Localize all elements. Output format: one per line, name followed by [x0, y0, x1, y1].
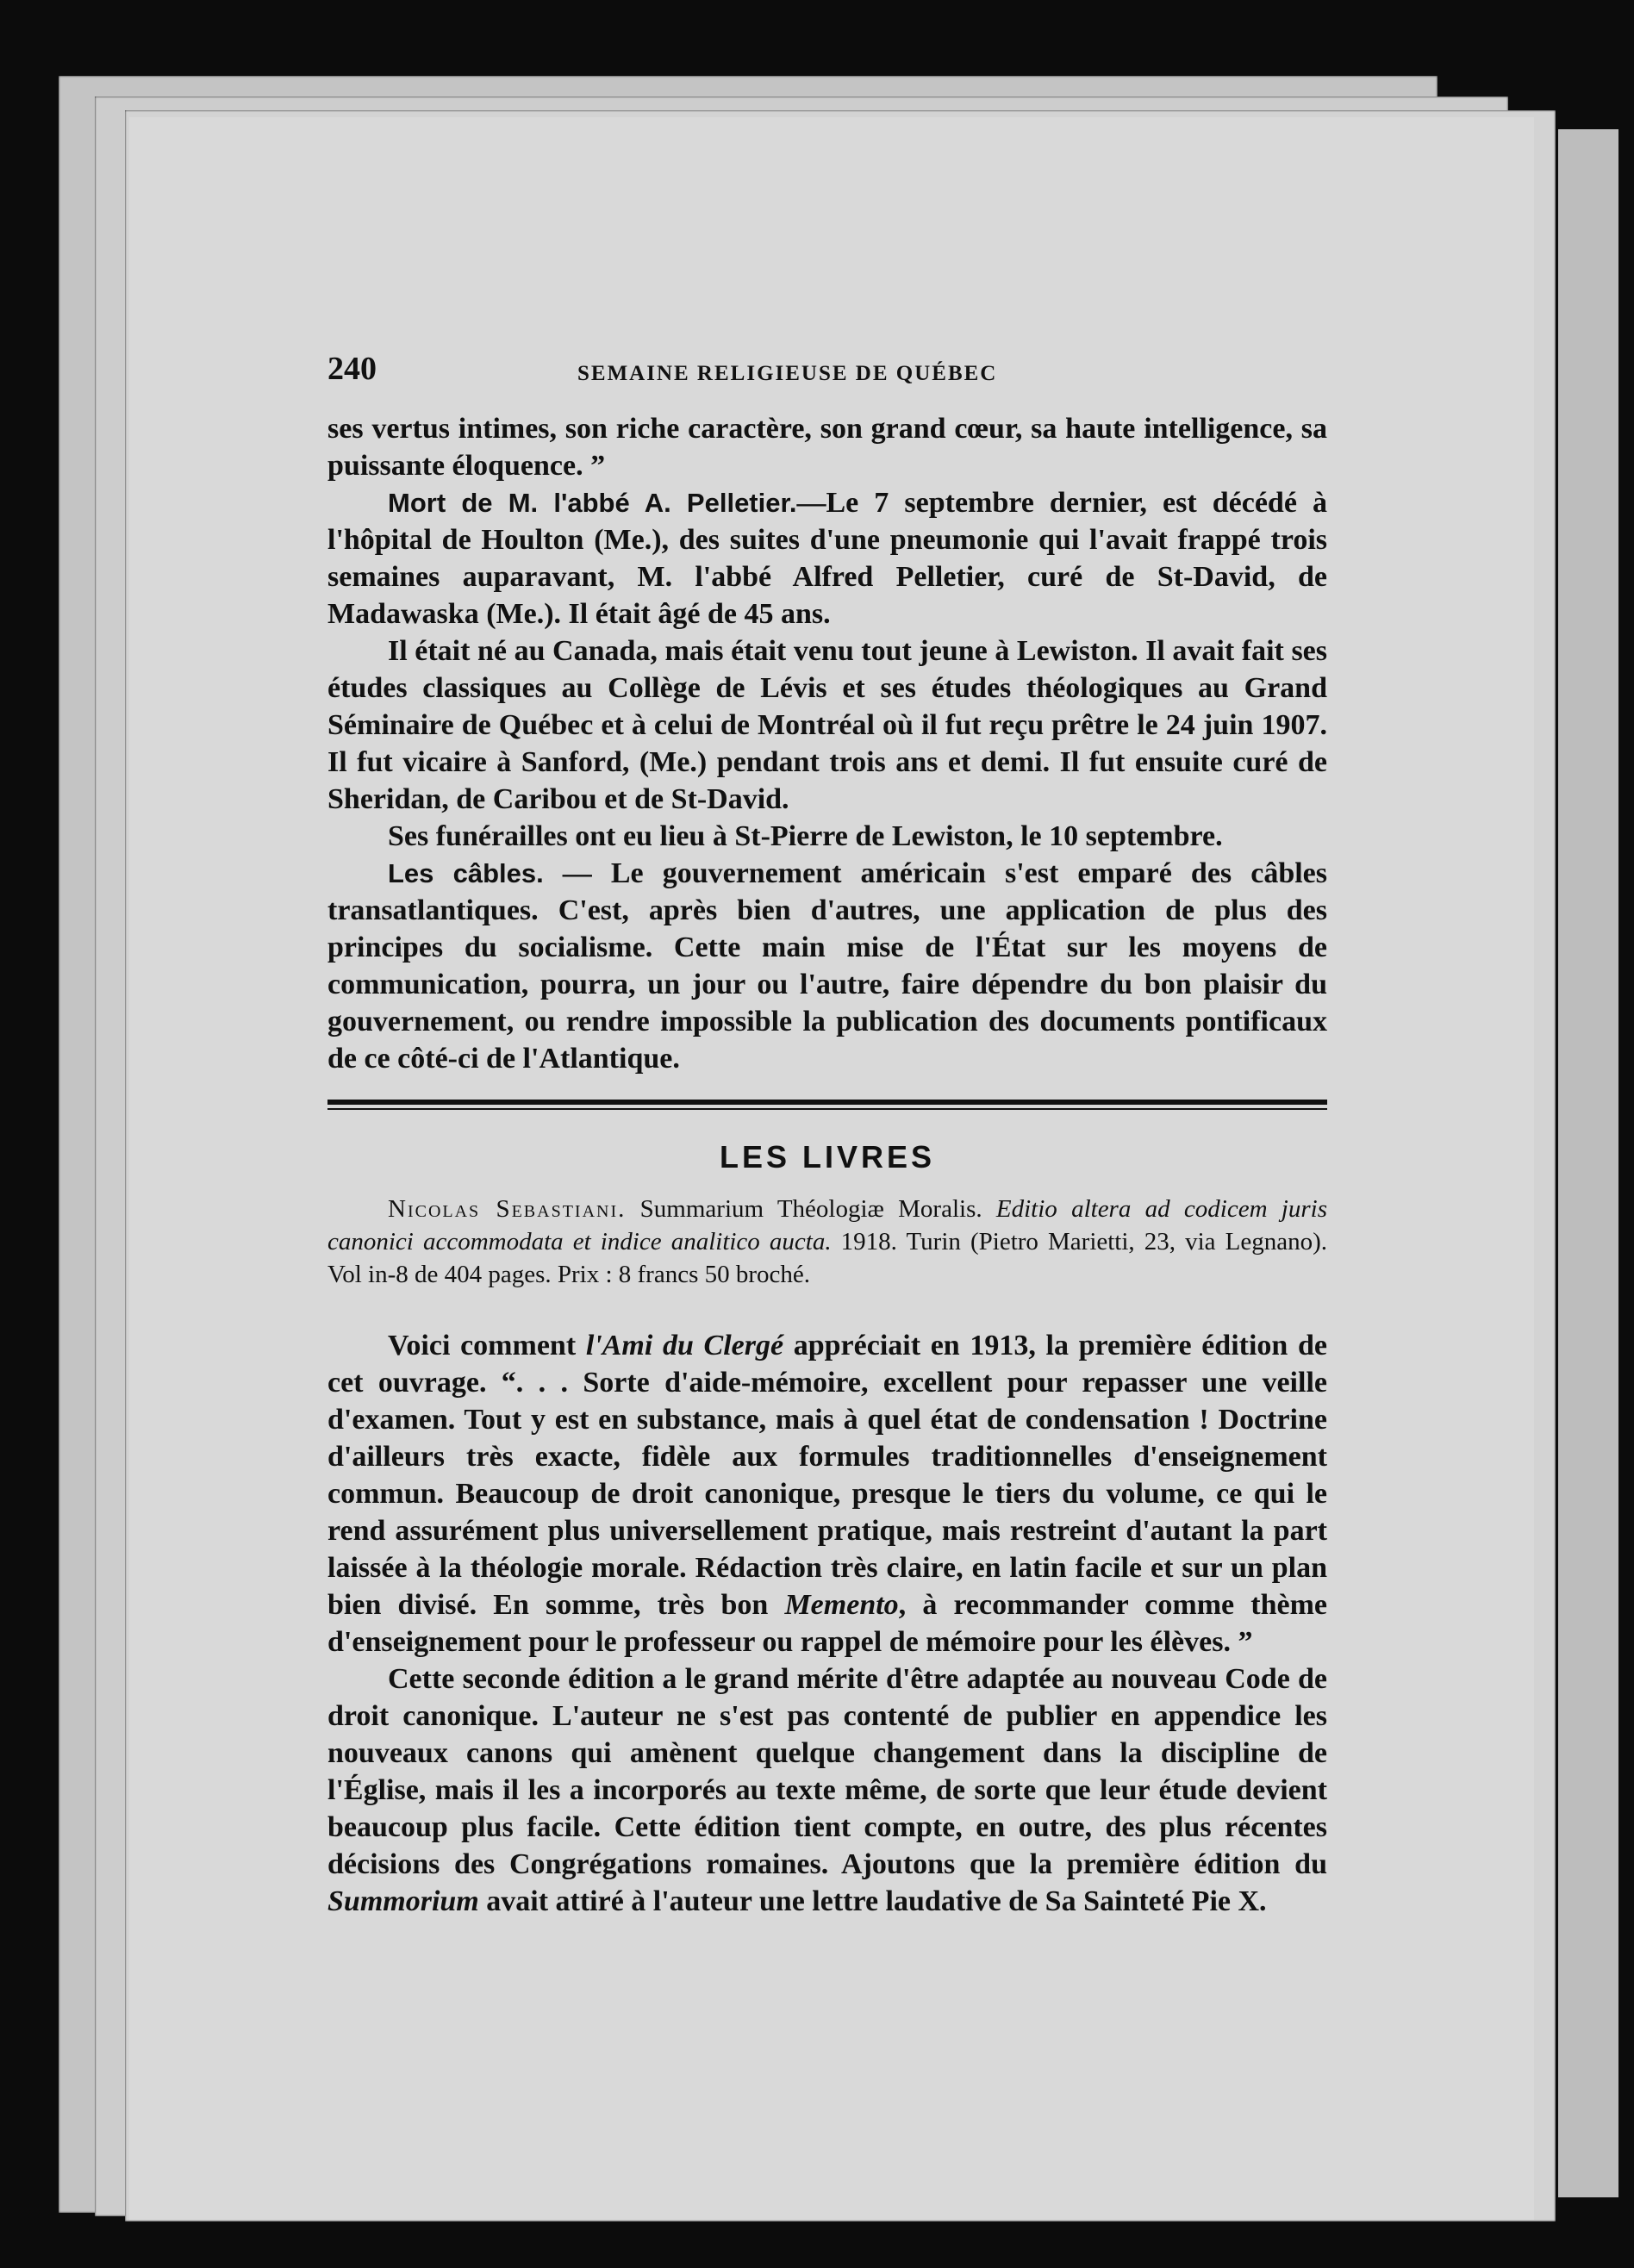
- paragraph-continued: ses vertus intimes, son riche caractère, son grand cœur, sa haute intelligence, sa puissante éloquence. ”: [327, 413, 1327, 482]
- section-title: LES LIVRES: [719, 1139, 936, 1174]
- page-content: [327, 350, 1327, 1920]
- review-text: , à recommander comme thème d'enseignement pour le professeur ou rappel de mémoire pour les élèves. ”: [327, 1589, 1327, 1658]
- obituary-text: —Le 7 septembre dernier, est décédé à l'hôpital de Houlton (Me.), des suites d'une pneumonie qui l'avait frappé trois semaines auparavant, M. l'abbé Alfred Pelletier, curé de St-David, de Madawaska (Me.). Il était âgé de 45 ans.: [327, 487, 1327, 630]
- divider-thin-rule: [327, 1108, 1327, 1110]
- review-text: Voici comment: [388, 1330, 586, 1361]
- page-number: 240: [327, 351, 377, 387]
- paragraph-cables: [327, 855, 1327, 1077]
- book-title: Summarium Théologiæ Moralis.: [626, 1195, 996, 1223]
- obituary-heading: Mort de M. l'abbé A. Pelletier.: [388, 488, 797, 518]
- paragraph-biography: Il était né au Canada, mais était venu tout jeune à Lewiston. Il avait fait ses études classiques au Collège de Lévis et ses études théologiques au Grand Séminaire de Québec et à celui de Montréal où il fut reçu prêtre le 24 juin 1907. Il fut vicaire à Sanford, (Me.) pendant trois ans et demi. Il fut ensuite curé de Sheridan, de Caribou et de St-David.: [327, 635, 1327, 815]
- book-edition: Editio altera ad codicem juris canonici accommodata et indice analitico aucta.: [327, 1195, 1327, 1256]
- book-author: Nicolas Sebastiani.: [388, 1195, 627, 1223]
- review-text: appréciait en 1913, la première édition de cet ouvrage. “. . . Sorte d'aide-mémoire, excellent pour repasser une veille d'examen. Tout y est en substance, mais à quel état de condensation ! Doctrine d'ailleurs très exacte, fidèle aux formules traditionnelles d'enseignement commun. Beaucoup de droit canonique, presque le tiers du volume, ce qui le rend assurément plus universellement pratique, mais restreint d'autant la part laissée à la théologie morale. Rédaction très claire, en latin facile et sur un plan bien divisé. En somme, très bon: [327, 1330, 1327, 1621]
- adjacent-page-edge: [1558, 129, 1618, 2197]
- cables-text: — Le gouvernement américain s'est emparé des câbles transatlantiques. C'est, après bien d'autres, une application de plus des principes du socialisme. Cette main mise de l'État sur les moyens de communication, pourra, un jour ou l'autre, faire dépendre du bon plaisir du gouvernement, ou rendre impossible la publication des documents pontificaux de ce côté-ci de l'Atlantique.: [327, 857, 1328, 1075]
- section-divider: [327, 1100, 1327, 1110]
- book-review: [327, 1327, 1327, 1920]
- book-publication: 1918. Turin (Pietro Marietti, 23, via Legnano). Vol in-8 de 404 pages. Prix : 8 francs 50 broché.: [327, 1228, 1327, 1288]
- cables-heading: Les câbles.: [388, 858, 544, 888]
- summorium-word: Summorium: [327, 1885, 479, 1917]
- running-title: SEMAINE RELIGIEUSE DE QUÉBEC: [577, 362, 998, 385]
- paragraph-obituary: [327, 484, 1327, 632]
- book-citation: [327, 1193, 1327, 1291]
- review-text: avait attiré à l'auteur une lettre laudative de Sa Sainteté Pie X.: [478, 1885, 1267, 1917]
- book-reference: [327, 1193, 1327, 1291]
- journal-title: l'Ami du Clergé: [585, 1330, 784, 1361]
- review-paragraph-1: [327, 1327, 1327, 1660]
- review-text: Cette seconde édition a le grand mérite d'être adaptée au nouveau Code de droit canonique. L'auteur ne s'est pas contenté de publier en appendice les nouveaux canons qui amènent quelque changement dans la discipline de l'Église, mais il les a incorporés au texte même, de sorte que leur étude devient beaucoup plus facile. Cette édition tient compte, en outre, des plus récentes décisions des Congrégations romaines. Ajoutons que la première édition du: [327, 1663, 1327, 1880]
- running-header: [327, 350, 1327, 410]
- paragraph-funeral: Ses funérailles ont eu lieu à St-Pierre de Lewiston, le 10 septembre.: [388, 820, 1223, 852]
- divider-thick-rule: [327, 1100, 1327, 1105]
- document-page: [129, 117, 1534, 2220]
- review-paragraph-2: [327, 1660, 1327, 1920]
- memento-word: Memento: [784, 1589, 899, 1621]
